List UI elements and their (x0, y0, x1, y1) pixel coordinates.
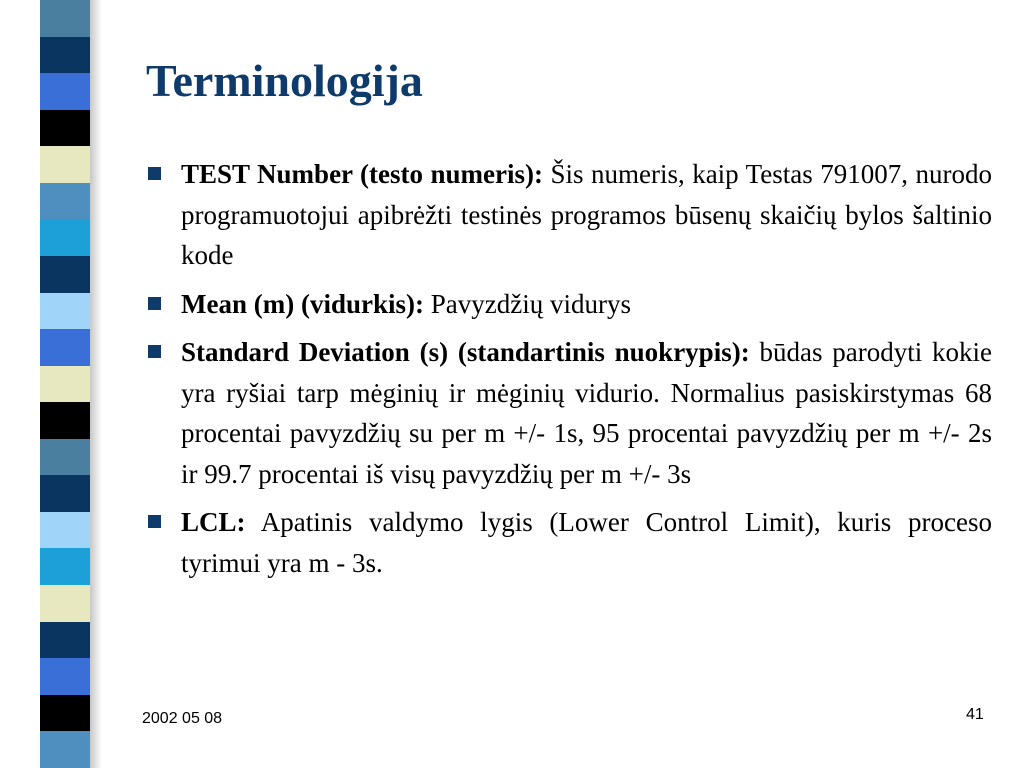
bullet-term: Standard Deviation (s) (standartinis nuokrypis): (181, 337, 750, 367)
stripe-segment (40, 256, 90, 293)
stripe-segment (40, 402, 90, 439)
stripe-segment (40, 37, 90, 74)
bullet-list (148, 154, 992, 591)
slide-title: Terminologija (146, 55, 423, 106)
bullet-text: būdas parodyti kokie yra ryšiai tarp mėginių ir mėginių vidurio. Normalius pasiskirstymas 68 procentai pavyzdžių su per m +/- 1s, 95 procentai pavyzdžių per m +/- 2s ir 99.7 procentai iš visų pavyzdžių per m +/- 3s (181, 337, 992, 489)
square-bullet-icon (148, 515, 161, 528)
stripe-segment (40, 622, 90, 659)
stripe-segment (40, 110, 90, 147)
stripe-segment (40, 512, 90, 549)
square-bullet-icon (148, 345, 161, 358)
footer-date: 2002 05 08 (142, 710, 223, 727)
bullet-text: Pavyzdžių vidurys (423, 288, 631, 319)
bullet-text: Šis numeris, kaip Testas 791007, nurodo programuotojui apibrėžti testinės programos būsenų skaičių bylos šaltinio kode (181, 159, 992, 270)
stripe-segment (40, 439, 90, 476)
stripe-segment (40, 329, 90, 366)
stripe-segment (40, 293, 90, 330)
bullet-item-standard-deviation (148, 332, 992, 494)
page-number: 41 (966, 706, 984, 723)
bullet-text: Apatinis valdymo lygis (Lower Control Limit), kuris proceso tyrimui yra m - 3s. (181, 507, 992, 578)
bullet-item-test-number (148, 154, 992, 276)
bullet-item-mean (148, 284, 992, 325)
stripe-shadow (90, 0, 102, 768)
bullet-term: TEST Number (testo numeris): (181, 159, 543, 189)
stripe-segment (40, 146, 90, 183)
stripe-segment (40, 366, 90, 403)
stripe-segment (40, 219, 90, 256)
stripe-segment (40, 183, 90, 220)
stripe-segment (40, 0, 90, 37)
bullet-term: Mean (m) (vidurkis): (181, 288, 424, 319)
stripe-segment (40, 585, 90, 622)
stripe-segment (40, 73, 90, 110)
square-bullet-icon (148, 167, 161, 180)
stripe-segment (40, 658, 90, 695)
stripe-segment (40, 548, 90, 585)
square-bullet-icon (148, 297, 161, 310)
bullet-term: LCL: (181, 507, 246, 537)
stripe-segment (40, 475, 90, 512)
bullet-item-lcl (148, 502, 992, 583)
stripe-segment (40, 731, 90, 768)
stripe-segment (40, 695, 90, 732)
decorative-stripe-bar (40, 0, 90, 768)
